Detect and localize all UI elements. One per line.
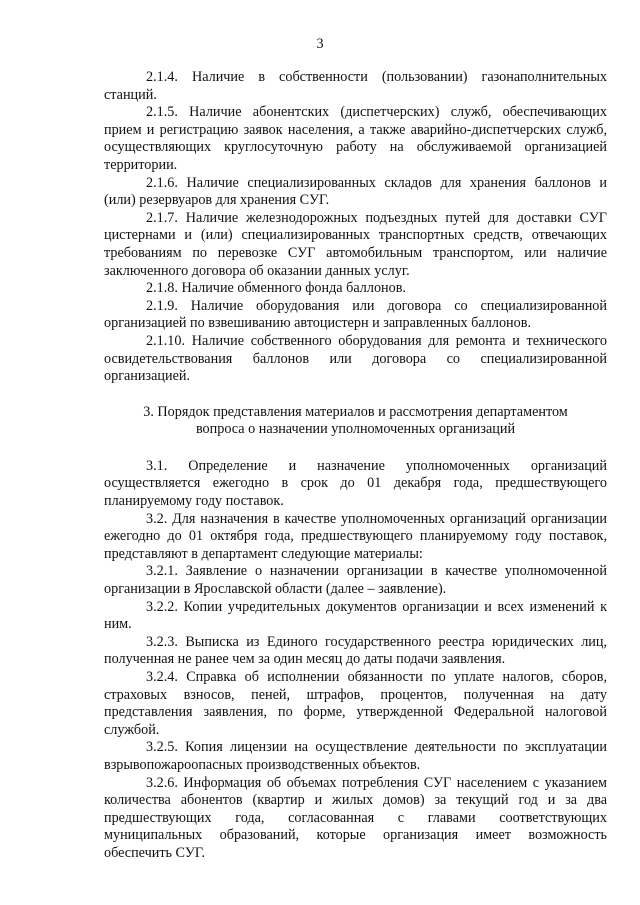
paragraph-2-1-9: 2.1.9. Наличие оборудования или договора со специализированной организацией по взвешиванию автоцистерн и заправленных баллонов. <box>104 297 607 332</box>
paragraph-3-2-2: 3.2.2. Копии учредительных документов организации и всех изменений к ним. <box>104 598 607 633</box>
section-heading <box>104 404 607 439</box>
paragraph-3-2: 3.2. Для назначения в качестве уполномоченных организаций организации ежегодно до 01 октября года, предшествующего планируемому году поставок, представляют в департамент следующие материалы: <box>104 510 607 562</box>
paragraph-2-1-10: 2.1.10. Наличие собственного оборудования для ремонта и технического освидетельствования баллонов или договора со специализированной организацией. <box>104 332 607 385</box>
paragraph-3-2-6: 3.2.6. Информация об объемах потребления СУГ населением с указанием количества абонентов (квартир и жилых домов) за текущий год и за два предшествующих года, согласованная с главами соответствующих муниципальных образований, которые организация имеет возможность обеспечить СУГ. <box>104 774 607 861</box>
paragraph-3-2-3: 3.2.3. Выписка из Единого государственного реестра юридических лиц, полученная не ранее чем за один месяц до даты подачи заявления. <box>104 633 607 668</box>
paragraph-2-1-7: 2.1.7. Наличие железнодорожных подъездных путей для доставки СУГ цистернами и (или) специализированных транспортных средств, отвечающих требованиям по перевозке СУГ автомобильным транспортом, или наличие заключенного договора об оказании данных услуг. <box>104 209 607 279</box>
paragraph-3-1: 3.1. Определение и назначение уполномоченных организаций осуществляется ежегодно в срок до 01 декабря года, предшествующего планируемому году поставок. <box>104 457 607 510</box>
section-heading-line-2: вопроса о назначении уполномоченных организаций <box>195 421 516 438</box>
paragraph-3-2-5: 3.2.5. Копия лицензии на осуществление деятельности по эксплуатации взрывопожароопасных производственных объектов. <box>104 739 607 773</box>
paragraph-3-2-4: 3.2.4. Справка об исполнении обязанности по уплате налогов, сборов, страховых взносов, пеней, штрафов, процентов, полученная на дату представления заявления, по форме, утвержденной Федеральной налоговой службой. <box>104 669 607 738</box>
paragraph-2-1-5: 2.1.5. Наличие абонентских (диспетчерских) служб, обеспечивающих прием и регистрацию заявок населения, а также аварийно-диспетчерских служб, осуществляющих круглосуточную работу на обслуживаемой организацией территории. <box>104 104 607 173</box>
page-number: 3 <box>316 36 324 52</box>
section-heading-line-1: 3. Порядок представления материалов и рассмотрения департаментом <box>143 403 568 420</box>
paragraph-2-1-6: 2.1.6. Наличие специализированных складов для хранения баллонов и (или) резервуаров для хранения СУГ. <box>104 174 607 209</box>
document-body <box>104 69 607 863</box>
paragraph-3-2-1: 3.2.1. Заявление о назначении организации в качестве уполномоченной организации в Ярославской области (далее – заявление). <box>104 563 607 598</box>
paragraph-2-1-4: 2.1.4. Наличие в собственности (пользовании) газонаполнительных станций. <box>104 69 607 103</box>
paragraph-2-1-8: 2.1.8. Наличие обменного фонда баллонов. <box>146 280 406 297</box>
